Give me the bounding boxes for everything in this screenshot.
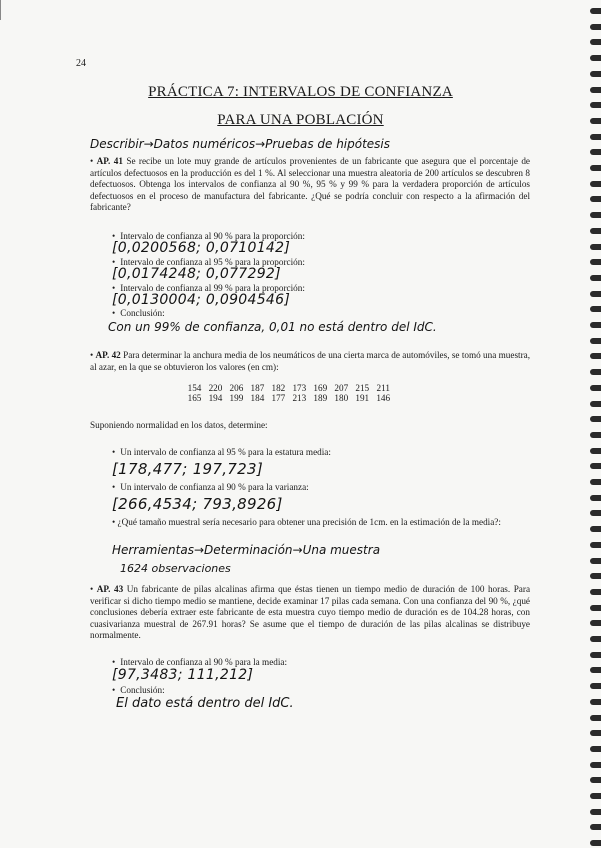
binding-ring bbox=[590, 526, 601, 532]
binding-ring bbox=[590, 87, 601, 93]
bullet-icon: • bbox=[90, 350, 96, 360]
binding-ring bbox=[590, 39, 601, 45]
data-cell: 199 bbox=[229, 393, 244, 403]
ap43-mean-interval-answer: [97,3483; 111,212] bbox=[112, 667, 254, 683]
binding-ring bbox=[590, 636, 601, 642]
ap41-item-95-answer: [0,0174248; 0,077292] bbox=[112, 266, 281, 282]
ap43-conclusion-label: • Conclusión: bbox=[112, 685, 165, 695]
spiral-binding bbox=[589, 0, 601, 848]
binding-ring bbox=[590, 510, 601, 516]
data-cell: 211 bbox=[376, 383, 390, 393]
data-cell: 215 bbox=[355, 383, 370, 393]
ap43-conclusion: El dato está dentro del IdC. bbox=[116, 696, 294, 711]
binding-ring bbox=[590, 605, 601, 611]
binding-ring bbox=[590, 165, 601, 171]
binding-ring bbox=[590, 683, 601, 689]
ap41-item-95-label: • Intervalo de confianza al 95 % para la proporción: bbox=[112, 257, 305, 267]
binding-ring bbox=[590, 228, 601, 234]
ap41-conclusion-label: • Conclusión: bbox=[112, 308, 165, 318]
ap42-variance-interval-label: • Un intervalo de confianza al 90 % para la varianza: bbox=[112, 482, 309, 492]
data-cell: 206 bbox=[229, 383, 244, 393]
ap42-sample-answer: 1624 observaciones bbox=[120, 562, 231, 575]
ap42-statement bbox=[90, 350, 530, 373]
binding-ring bbox=[590, 432, 601, 438]
binding-ring bbox=[590, 8, 601, 14]
binding-ring bbox=[590, 291, 601, 297]
navigation-note: Describir→Datos numéricos→Pruebas de hipótesis bbox=[90, 137, 391, 151]
ap43-label: AP. 43 bbox=[96, 584, 124, 594]
binding-ring bbox=[590, 306, 601, 312]
binding-ring bbox=[590, 212, 601, 218]
binding-ring bbox=[590, 353, 601, 359]
data-cell: 191 bbox=[355, 393, 370, 403]
data-cell: 165 bbox=[187, 393, 202, 403]
binding-ring bbox=[590, 118, 601, 124]
ap41-conclusion: Con un 99% de confianza, 0,01 no está dentro del IdC. bbox=[108, 320, 437, 334]
binding-ring bbox=[590, 542, 601, 548]
binding-ring bbox=[590, 244, 601, 250]
bullet-icon: • bbox=[112, 517, 118, 527]
ap42-sample-question bbox=[112, 517, 540, 529]
ap42-variance-interval-answer: [266,4534; 793,8926] bbox=[112, 495, 283, 513]
binding-ring bbox=[590, 322, 601, 328]
binding-ring bbox=[590, 809, 601, 815]
data-cell: 169 bbox=[313, 383, 328, 393]
ap42-assumption: Suponiendo normalidad en los datos, determine: bbox=[90, 420, 268, 430]
binding-ring bbox=[590, 699, 601, 705]
binding-ring bbox=[590, 448, 601, 454]
binding-ring bbox=[590, 840, 601, 846]
binding-ring bbox=[590, 573, 601, 579]
ap42-text: Para determinar la anchura media de los neumáticos de una cierta marca de automóviles, se tomó una muestra, al azar, en la que se obtuvieron los valores (en cm): bbox=[90, 350, 531, 372]
binding-ring bbox=[590, 479, 601, 485]
data-cell: 180 bbox=[334, 393, 349, 403]
binding-ring bbox=[590, 652, 601, 658]
practice-title: PRÁCTICA 7: INTERVALOS DE CONFIANZA bbox=[148, 84, 453, 100]
data-cell: 154 bbox=[187, 383, 202, 393]
ap42-label: AP. 42 bbox=[95, 350, 121, 360]
ap41-item-90-answer: [0,0200568; 0,0710142] bbox=[112, 240, 291, 256]
ap43-statement bbox=[90, 584, 530, 642]
bullet-icon: • bbox=[90, 156, 97, 166]
binding-ring bbox=[590, 762, 601, 768]
binding-ring bbox=[590, 55, 601, 61]
table-row bbox=[184, 393, 394, 403]
data-cell: 194 bbox=[208, 393, 223, 403]
data-cell: 187 bbox=[250, 383, 265, 393]
binding-ring bbox=[590, 338, 601, 344]
binding-ring bbox=[590, 495, 601, 501]
ap41-item-99-answer: [0,0130004; 0,0904546] bbox=[112, 292, 291, 308]
ap42-data-table bbox=[184, 383, 394, 403]
ap43-text: Un fabricante de pilas alcalinas afirma que éstas tienen un tiempo medio de duración de 100 horas. Para verificar si dicho tiempo medio se mantiene, decide examinar 17 pilas cada semana. Con una confianza del 90 %, ¿qué conclusiones debería extraer este fabricante de esta muestra cuyo tiempo medio de duración es de 104.28 horas, con cuasivarianza muestral de 267.91 horas? Se asume que el tiempo de duración de las pilas alcalinas se distribuye normalmente. bbox=[90, 584, 531, 641]
binding-ring bbox=[590, 777, 601, 783]
page-corner-mark bbox=[0, 0, 15, 20]
binding-ring bbox=[590, 824, 601, 830]
ap42-tools-note: Herramientas→Determinación→Una muestra bbox=[112, 543, 381, 557]
binding-ring bbox=[590, 275, 601, 281]
ap42-mean-interval-answer: [178,477; 197,723] bbox=[112, 460, 263, 478]
binding-ring bbox=[590, 667, 601, 673]
binding-ring bbox=[590, 149, 601, 155]
binding-ring bbox=[590, 24, 601, 30]
binding-ring bbox=[590, 746, 601, 752]
data-cell: 213 bbox=[292, 393, 307, 403]
page-number: 24 bbox=[76, 58, 86, 69]
binding-ring bbox=[590, 589, 601, 595]
binding-ring bbox=[590, 416, 601, 422]
bullet-icon: • bbox=[90, 584, 97, 594]
ap42-sample-question-text: ¿Qué tamaño muestral sería necesario para obtener una precisión de 1cm. en la estimación de la media?: bbox=[117, 517, 501, 527]
binding-ring bbox=[590, 369, 601, 375]
binding-ring bbox=[590, 259, 601, 265]
data-cell: 207 bbox=[334, 383, 349, 393]
binding-ring bbox=[590, 620, 601, 626]
binding-ring bbox=[590, 134, 601, 140]
binding-ring bbox=[590, 102, 601, 108]
table-row bbox=[184, 383, 394, 393]
binding-ring bbox=[590, 181, 601, 187]
ap41-label: AP. 41 bbox=[96, 156, 123, 166]
binding-ring bbox=[590, 558, 601, 564]
data-cell: 173 bbox=[292, 383, 307, 393]
data-cell: 184 bbox=[250, 393, 265, 403]
ap41-item-90-label: • Intervalo de confianza al 90 % para la proporción: bbox=[112, 231, 305, 241]
binding-ring bbox=[590, 715, 601, 721]
binding-ring bbox=[590, 196, 601, 202]
data-cell: 177 bbox=[271, 393, 286, 403]
ap41-text: Se recibe un lote muy grande de artículos provenientes de un fabricante que asegura que el porcentaje de artículos defectuosos en la producción es del 1 %. Al seleccionar una muestra aleatoria de 200 artículos se descubren 8 defectuosos. Obtenga los intervalos de confianza al 90 %, 95 % y 99 % para la verdadera proporción de artículos defectuosos en el proceso de manufactura del fabricante. ¿Qué se podría concluir con respecto a la afirmación del fabricante? bbox=[90, 156, 531, 213]
data-cell: 146 bbox=[376, 393, 391, 403]
data-cell: 182 bbox=[271, 383, 286, 393]
ap43-mean-interval-label: • Intervalo de confianza al 90 % para la media: bbox=[112, 657, 287, 667]
binding-ring bbox=[590, 385, 601, 391]
ap41-item-99-label: • Intervalo de confianza al 99 % para la proporción: bbox=[112, 283, 305, 293]
binding-ring bbox=[590, 401, 601, 407]
binding-ring bbox=[590, 793, 601, 799]
binding-ring bbox=[590, 71, 601, 77]
data-cell: 220 bbox=[208, 383, 223, 393]
data-cell: 189 bbox=[313, 393, 328, 403]
practice-subtitle: PARA UNA POBLACIÓN bbox=[217, 112, 384, 128]
ap41-statement bbox=[90, 156, 530, 214]
binding-ring bbox=[590, 463, 601, 469]
ap42-mean-interval-label: • Un intervalo de confianza al 95 % para la estatura media: bbox=[112, 447, 331, 457]
binding-ring bbox=[590, 730, 601, 736]
